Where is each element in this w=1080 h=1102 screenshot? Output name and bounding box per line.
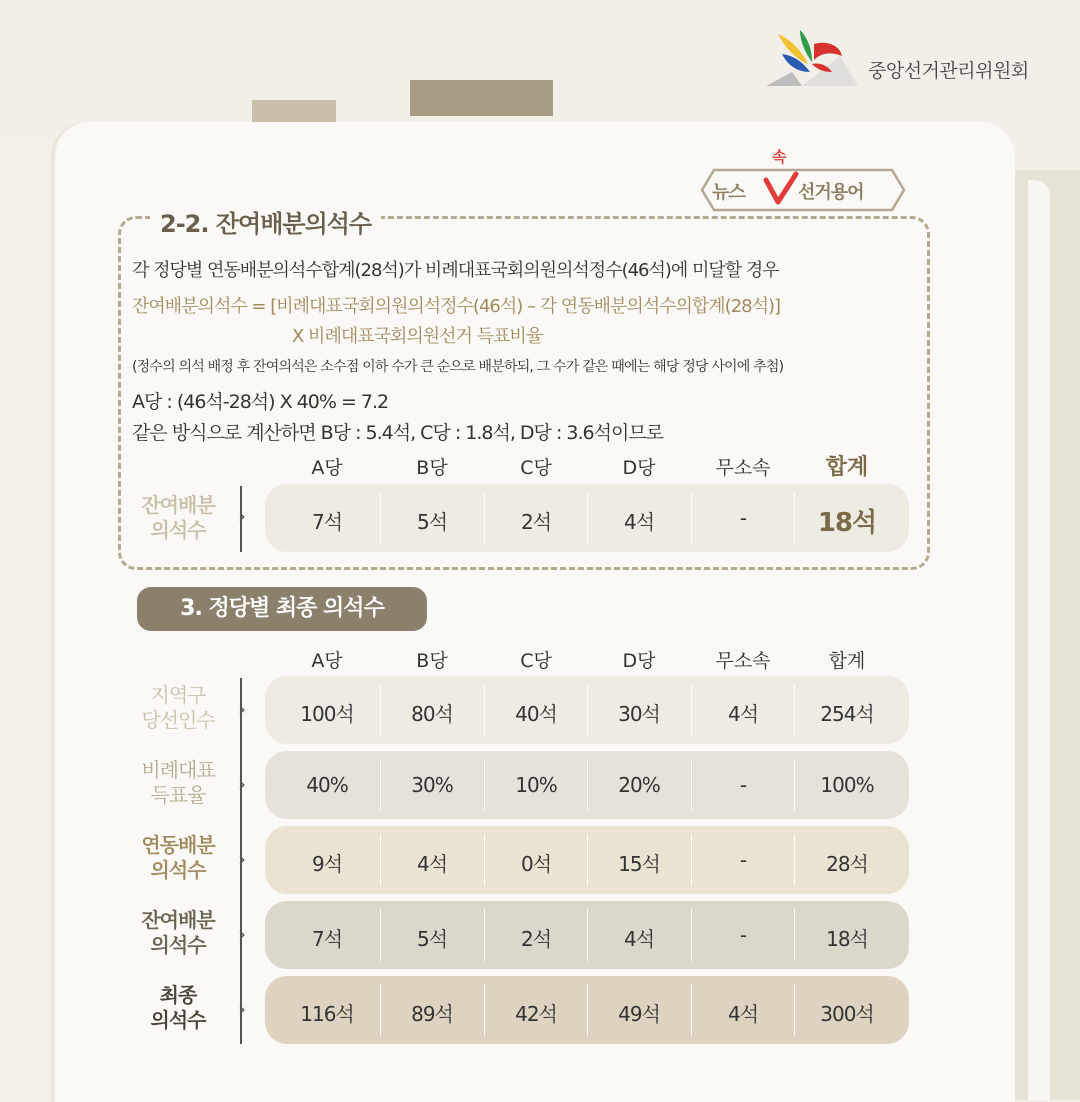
formula-line-1: 잔여배분의석수 = [비례대표국회의원의석정수(46석) – 각 연동배분의석수의합계(28석)] — [132, 296, 781, 317]
cell-c: 0석 — [520, 852, 552, 876]
table-row — [265, 826, 909, 894]
cell-a: 7석 — [311, 510, 343, 534]
chevron-right-icon: › — [238, 847, 246, 871]
table-row — [265, 976, 909, 1044]
cell-c: 42석 — [515, 1002, 557, 1026]
table-row — [265, 901, 909, 969]
cell-b: 80석 — [411, 702, 453, 726]
badge-term-text: 선거용어 — [798, 182, 864, 203]
cell-b: 4석 — [416, 852, 448, 876]
row-label-proportional — [118, 758, 238, 808]
row-label-remaining — [118, 493, 238, 543]
nec-logo-icon — [762, 26, 862, 94]
cell-d: 4석 — [623, 927, 655, 951]
row-label-district — [118, 683, 238, 733]
col-header-c: C당 — [520, 457, 552, 479]
cell-total: 18석 — [826, 927, 868, 951]
cell-independent: - — [739, 773, 747, 797]
col-header-a: A당 — [311, 457, 343, 479]
org-name: 중앙선거관리위원회 — [868, 60, 1029, 82]
row-label-line-1: 지역구 — [150, 683, 206, 707]
col-header-total: 합계 — [828, 650, 866, 672]
cell-d: 4석 — [623, 510, 655, 534]
cell-independent: - — [739, 923, 747, 947]
table-row — [265, 676, 909, 744]
table-row — [265, 751, 909, 819]
chevron-right-icon: › — [238, 922, 246, 946]
cell-b: 5석 — [416, 927, 448, 951]
col-header-d: D당 — [622, 650, 656, 672]
col-header-b: B당 — [416, 457, 448, 479]
cell-c: 2석 — [520, 510, 552, 534]
col-header-total: 합계 — [825, 455, 869, 480]
cell-a: 9석 — [311, 852, 343, 876]
col-header-b: B당 — [416, 650, 448, 672]
cell-b: 30% — [411, 773, 453, 797]
formula-note: (정수의 의석 배정 후 잔여의석은 소수점 이하 수가 큰 순으로 배분하되, 그 수가 같은 때에는 해당 정당 사이에 추첨) — [132, 359, 784, 375]
cell-independent: - — [739, 848, 747, 872]
table-row — [265, 484, 909, 552]
row-label-line-2: 득표율 — [150, 783, 206, 807]
chevron-right-icon: › — [238, 997, 246, 1021]
cell-b: 89석 — [411, 1002, 453, 1026]
cell-c: 40석 — [515, 702, 557, 726]
cell-a: 40% — [306, 773, 348, 797]
badge-news-text: 뉴스 — [712, 182, 745, 203]
book-right-page-edge — [1028, 180, 1050, 1100]
chevron-right-icon: › — [238, 504, 246, 528]
section-2-2-title: 2-2. 잔여배분의석수 — [150, 204, 381, 239]
cell-total: 100% — [820, 773, 874, 797]
cell-a: 116석 — [300, 1002, 354, 1026]
row-label-remaining — [118, 908, 238, 958]
col-header-d: D당 — [622, 457, 656, 479]
cell-total: 254석 — [820, 702, 874, 726]
cell-total: 28석 — [826, 852, 868, 876]
row-label-line-1: 최종 — [159, 983, 197, 1007]
col-header-a: A당 — [311, 650, 343, 672]
cell-c: 2석 — [520, 927, 552, 951]
cell-a: 7석 — [311, 927, 343, 951]
cell-b: 5석 — [416, 510, 448, 534]
row-label-line-2: 의석수 — [150, 518, 206, 542]
cell-c: 10% — [515, 773, 557, 797]
chevron-right-icon: › — [238, 697, 246, 721]
cell-independent: - — [739, 506, 747, 530]
formula-line-2: X 비례대표국회의원선거 득표비율 — [292, 326, 543, 347]
row-label-line-2: 의석수 — [150, 933, 206, 957]
condition-text: 각 정당별 연동배분의석수합계(28석)가 비례대표국회의원의석정수(46석)에 미달할 경우 — [132, 260, 779, 281]
row-label-linked — [118, 833, 238, 883]
cell-d: 20% — [618, 773, 660, 797]
cell-independent: 4석 — [727, 1002, 759, 1026]
cell-total: 18석 — [817, 508, 877, 538]
calc-others-text: 같은 방식으로 계산하면 B당 : 5.4석, C당 : 1.8석, D당 : 3.6석이므로 — [132, 422, 664, 444]
calc-a-text: A당 : (46석-28석) X 40% = 7.2 — [132, 391, 389, 413]
row-label-line-1: 연동배분 — [141, 833, 215, 857]
cell-d: 15석 — [618, 852, 660, 876]
chevron-right-icon: › — [238, 772, 246, 796]
row-label-line-2: 당선인수 — [141, 708, 215, 732]
row-label-line-2: 의석수 — [150, 1008, 206, 1032]
cell-d: 49석 — [618, 1002, 660, 1026]
decorative-tab-large — [410, 80, 553, 116]
badge-sok-text: 속 — [772, 148, 787, 166]
row-label-final — [118, 983, 238, 1033]
col-header-independent: 무소속 — [715, 650, 771, 672]
row-label-line-1: 비례대표 — [141, 758, 215, 782]
row-label-line-2: 의석수 — [150, 858, 206, 882]
section-3-title: 3. 정당별 최종 의석수 — [137, 587, 427, 631]
col-header-c: C당 — [520, 650, 552, 672]
cell-total: 300석 — [820, 1002, 874, 1026]
col-header-independent: 무소속 — [715, 457, 771, 479]
row-label-line-1: 잔여배분 — [141, 908, 215, 932]
row-label-line-1: 잔여배분 — [141, 493, 215, 517]
cell-d: 30석 — [618, 702, 660, 726]
cell-a: 100석 — [300, 702, 354, 726]
cell-independent: 4석 — [727, 702, 759, 726]
